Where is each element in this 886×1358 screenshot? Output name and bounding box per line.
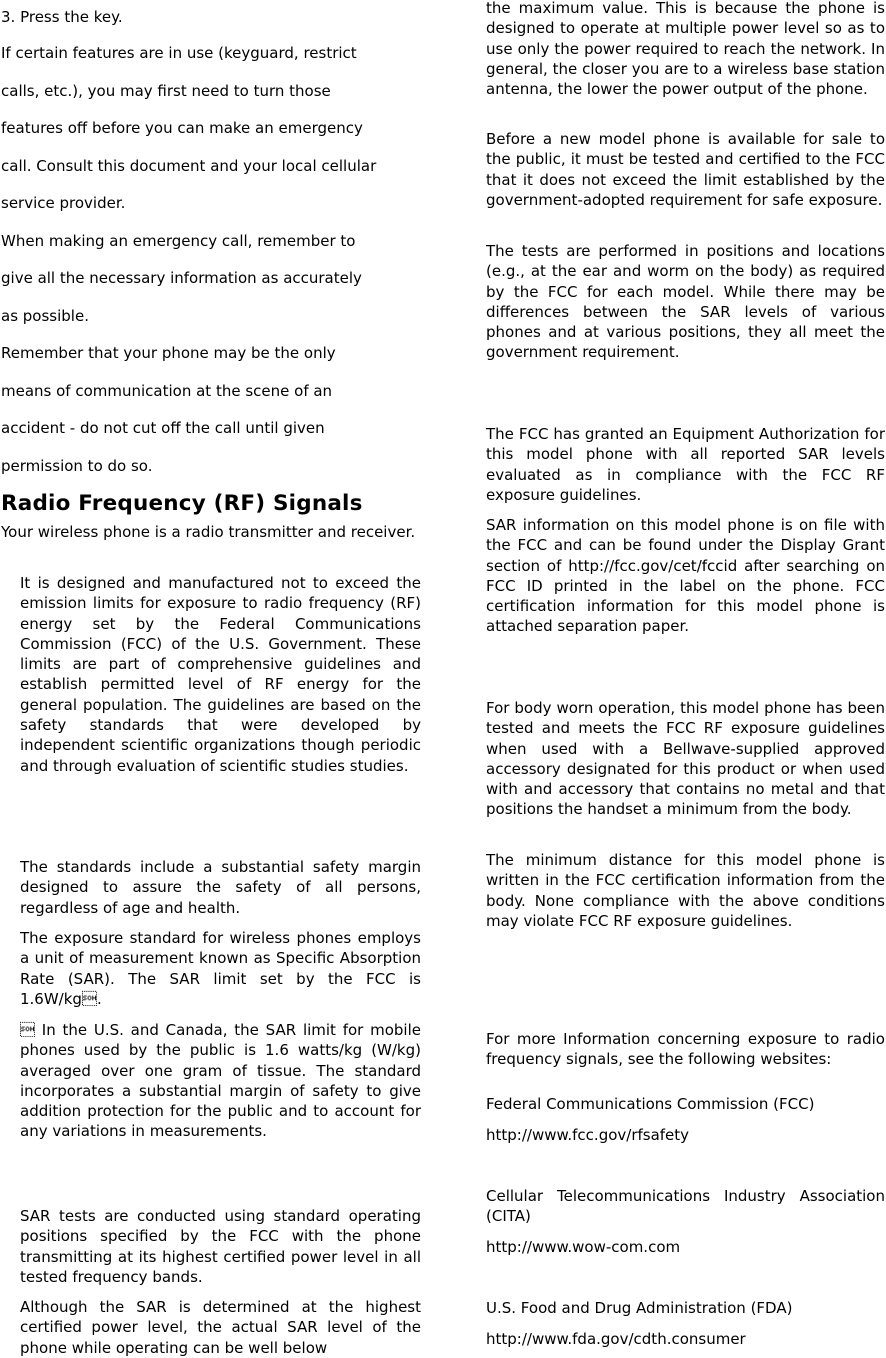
intro-line: features off before you can make an emergency <box>1 119 363 137</box>
intro-line: as possible. <box>1 307 89 325</box>
intro-line: Remember that your phone may be the only <box>1 344 336 362</box>
intro-line: permission to do so. <box>1 457 153 475</box>
intro-line: calls, etc.), you may first need to turn those <box>1 82 331 100</box>
intro-line: service provider. <box>1 194 126 212</box>
intro-line: give all the necessary information as accurately <box>1 269 362 287</box>
paragraph-intro: Your wireless phone is a radio transmitter and receiver. <box>1 523 416 541</box>
paragraph-granted: The FCC has granted an Equipment Authorization for this model phone with all reported SAR levels evaluated as in compliance with the FCC RF exposure guidelines. <box>486 425 885 504</box>
paragraph-exposure: The exposure standard for wireless phones employs a unit of measurement known as Specific Absorption Rate (SAR). The SAR limit set by the FCC is 1.6W/kg. <box>20 929 421 1008</box>
paragraph-min-distance: The minimum distance for this model phone is written in the FCC certification information from the body. None compliance with the above conditions may violate FCC RF exposure guidelines. <box>486 851 885 930</box>
section-heading: Radio Frequency (RF) Signals <box>1 491 363 516</box>
fcc-url[interactable]: http://www.fcc.gov/rfsafety <box>486 1126 690 1144</box>
intro-line: call. Consult this document and your local cellular <box>1 157 377 175</box>
intro-line: If certain features are in use (keyguard, restrict <box>1 44 357 62</box>
paragraph-although: Although the SAR is determined at the highest certified power level, the actual SAR level of the phone while operating can be well below <box>20 1298 421 1357</box>
paragraph-sar-tests: SAR tests are conducted using standard operating positions specified by the FCC with the phone transmitting at its highest certified power level in all tested frequency bands. <box>20 1207 421 1286</box>
fcc-name: Federal Communications Commission (FCC) <box>486 1095 815 1113</box>
paragraph-maximum: the maximum value. This is because the phone is designed to operate at multiple power level so as to use only the power required to reach the network. In general, the closer you are to a wireless base station antenna, the lower the power output of the phone. <box>486 0 885 99</box>
intro-line: 3. Press the key. <box>1 8 123 26</box>
paragraph-before: Before a new model phone is available for sale to the public, it must be tested and certified to the FCC that it does not exceed the limit established by the government-adopted requirement for safe exposure. <box>486 130 885 209</box>
intro-line: When making an emergency call, remember to <box>1 232 356 250</box>
paragraph-sar-info: SAR information on this model phone is on file with the FCC and can be found under the Display Grant section of http://fcc.gov/cet/fccid after searching on FCC ID printed in the label on the phone. FCC certification information for this model phone is attached separation paper. <box>486 516 885 636</box>
fda-name: U.S. Food and Drug Administration (FDA) <box>486 1299 793 1317</box>
cita-url[interactable]: http://www.wow-com.com <box>486 1238 681 1256</box>
intro-line: means of communication at the scene of an <box>1 382 333 400</box>
paragraph-more-info: For more Information concerning exposure to radio frequency signals, see the following websites: <box>486 1030 885 1069</box>
paragraph-tests: The tests are performed in positions and locations (e.g., at the ear and worm on the body) as required by the FCC for each model. While there may be differences between the SAR levels of various phones and at various positions, they all meet the government requirement. <box>486 242 885 362</box>
fda-url[interactable]: http://www.fda.gov/cdth.consumer <box>486 1330 746 1348</box>
cita-name: Cellular Telecommunications Industry Association (CITA) <box>486 1187 885 1226</box>
paragraph-body-worn: For body worn operation, this model phone has been tested and meets the FCC RF exposure guidelines when used with a Bellwave-supplied approved accessory designated for this product or when used with and accessory that contains no metal and that positions the handset a minimum from the body. <box>486 699 885 819</box>
intro-line: accident - do not cut off the call until given <box>1 419 325 437</box>
paragraph-designed: It is designed and manufactured not to exceed the emission limits for exposure to radio frequency (RF) energy set by the Federal Communications Commission (FCC) of the U.S. Government. These limits are part of comprehensive guidelines and establish permitted level of RF energy for the general population. The guidelines are based on the safety standards that were developed by independent scientific organizations though periodic and through evaluation of scientific studies studies. <box>20 574 421 775</box>
paragraph-standards: The standards include a substantial safety margin designed to assure the safety of all persons, regardless of age and health. <box>20 858 421 917</box>
paragraph-footnote:  In the U.S. and Canada, the SAR limit for mobile phones used by the public is 1.6 watts/kg (W/kg) averaged over one gram of tissue. The standard incorporates a substantial margin of safety to give addition protection for the public and to account for any variations in measurements. <box>20 1021 421 1141</box>
